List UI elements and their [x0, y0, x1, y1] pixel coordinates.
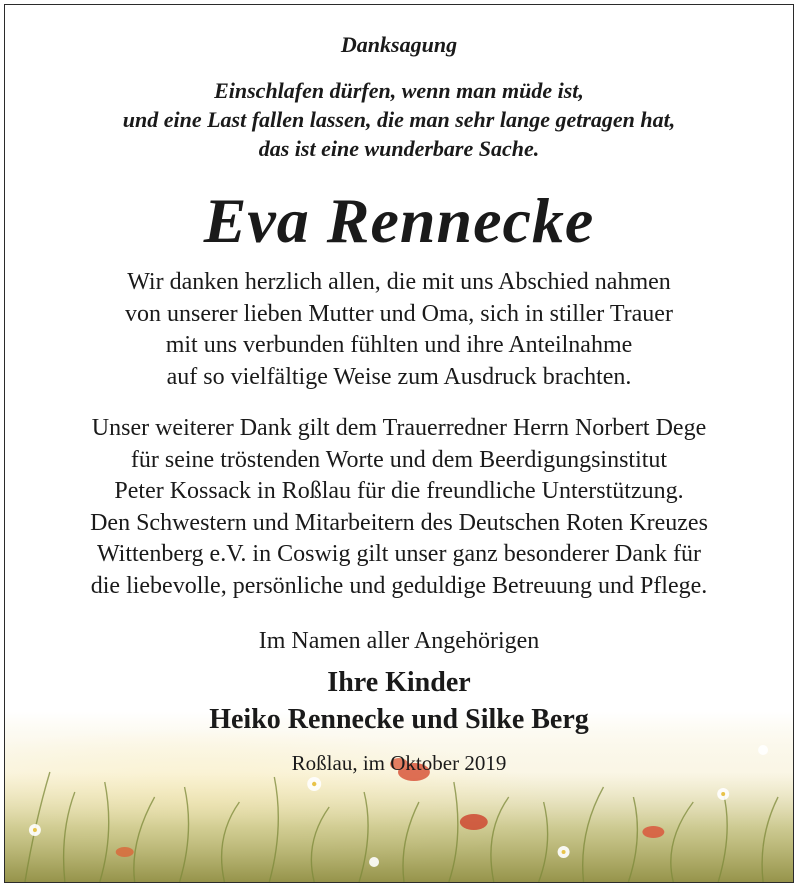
thanks-paragraph: [5, 267, 793, 393]
paragraph-line: Peter Kossack in Roßlau für die freundliche Unterstützung.: [114, 478, 684, 504]
motto-line: und eine Last fallen lassen, die man sehr lange getragen hat,: [122, 107, 676, 132]
paragraph-line: auf so vielfältige Weise zum Ausdruck brachten.: [166, 363, 632, 390]
on-behalf-line: Im Namen aller Angehörigen: [258, 628, 540, 654]
further-thanks-paragraph: [5, 413, 793, 602]
notice-heading: Danksagung: [340, 32, 458, 57]
notice-frame: [4, 4, 794, 883]
motto-quote: [5, 76, 793, 163]
motto-line: das ist eine wunderbare Sache.: [258, 136, 540, 161]
deceased-name: Eva Rennecke: [203, 185, 595, 256]
paragraph-line: von unserer lieben Mutter und Oma, sich in stiller Trauer: [125, 300, 673, 327]
signer-line: Ihre Kinder: [327, 667, 471, 698]
paragraph-line: Den Schwestern und Mitarbeitern des Deutschen Roten Kreuzes: [90, 509, 708, 536]
paragraph-line: für seine tröstenden Worte und dem Beerdigungsinstitut: [130, 446, 668, 473]
paragraph-line: Wittenberg e.V. in Coswig gilt unser ganz besonderer Dank für: [96, 541, 701, 567]
paragraph-line: Wir danken herzlich allen, die mit uns Abschied nahmen: [127, 269, 671, 295]
paragraph-line: die liebevolle, persönliche und geduldige Betreuung und Pflege.: [90, 572, 708, 599]
place-date: Roßlau, im Oktober 2019: [291, 751, 507, 775]
signer-line: Heiko Rennecke und Silke Berg: [209, 704, 589, 735]
paragraph-line: mit uns verbunden fühlten und ihre Anteilnahme: [165, 332, 633, 358]
paragraph-line: Unser weiterer Dank gilt dem Trauerredner Herrn Norbert Dege: [91, 415, 707, 441]
motto-line: Einschlafen dürfen, wenn man müde ist,: [214, 78, 584, 103]
signers: [5, 664, 793, 738]
